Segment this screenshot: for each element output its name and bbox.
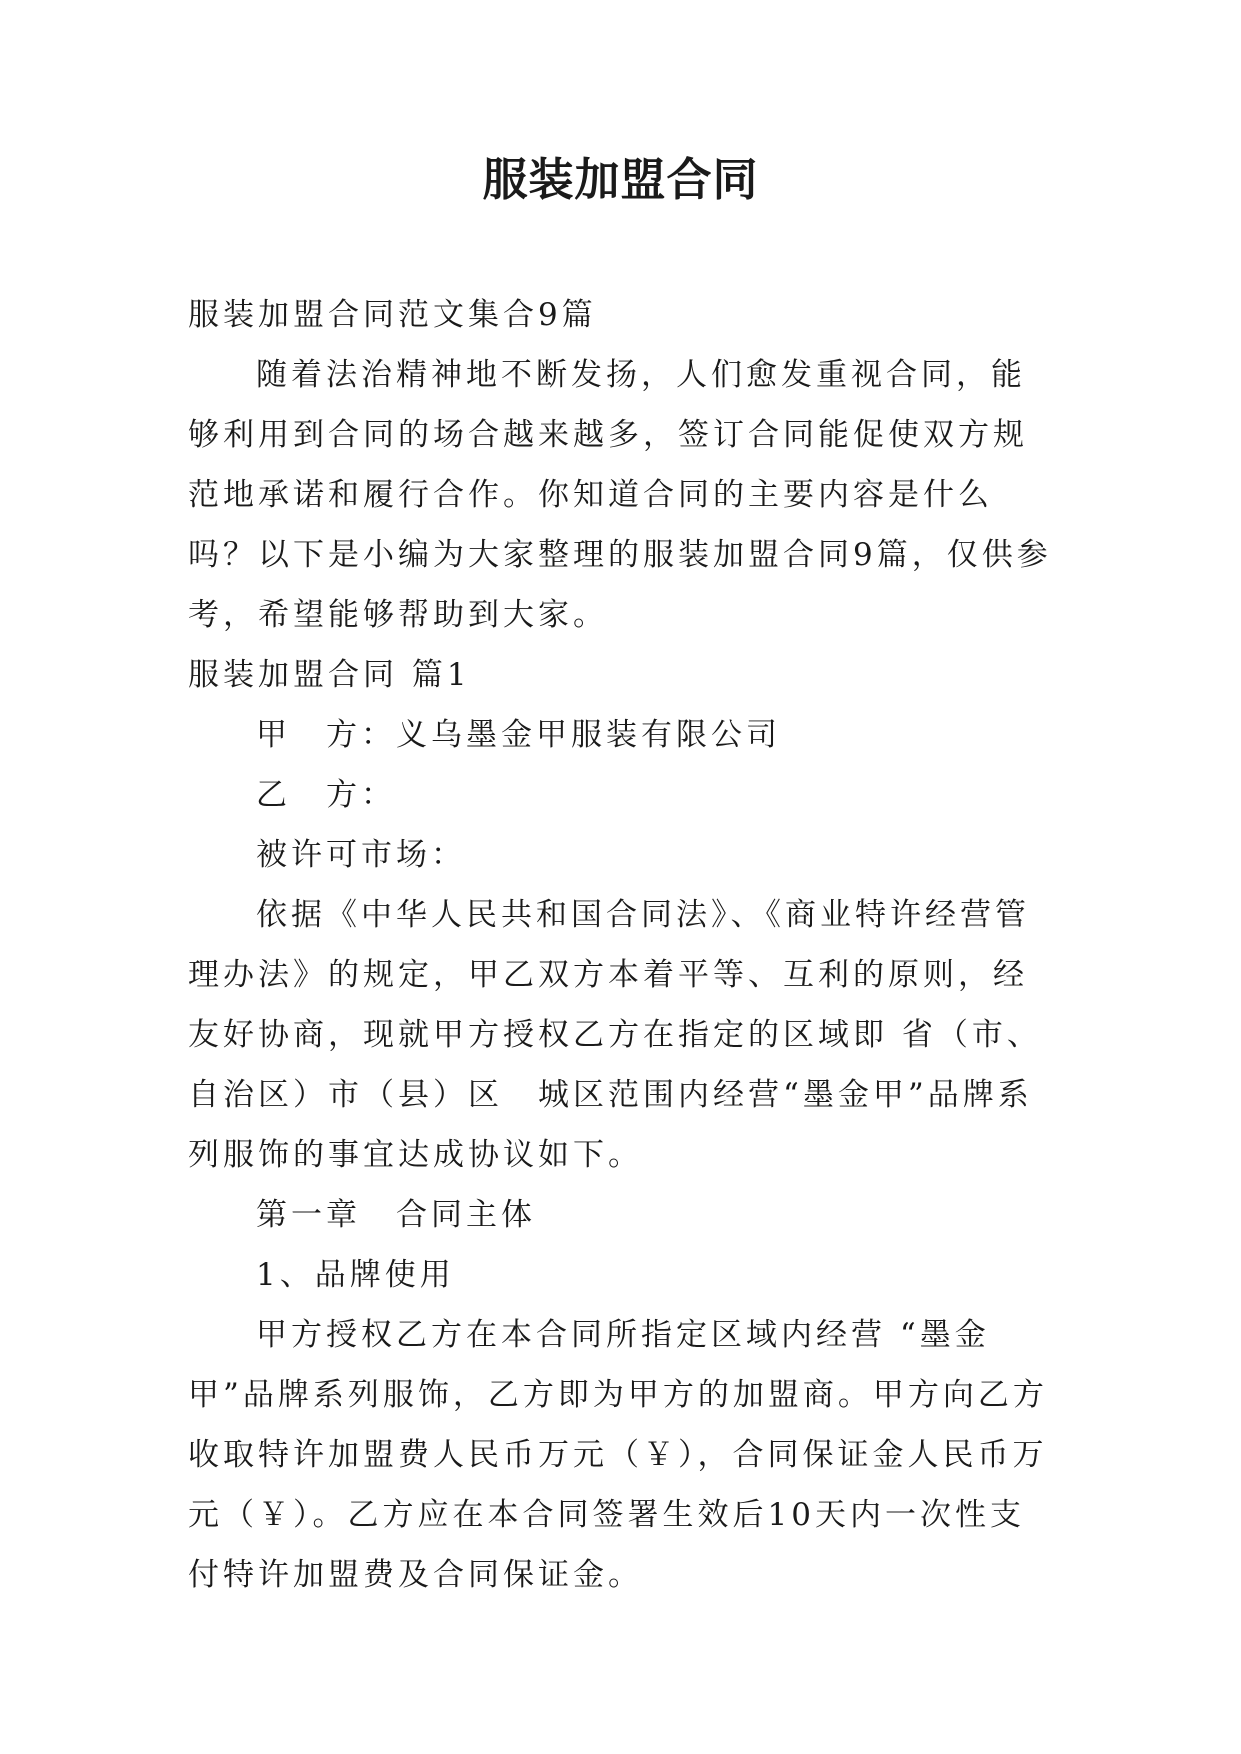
licensed-market-line: 被许可市场： bbox=[256, 837, 466, 873]
party-b-line: 乙 方： bbox=[256, 777, 396, 813]
collection-subtitle: 服装加盟合同范文集合9篇 bbox=[188, 297, 597, 333]
document-title: 服装加盟合同 bbox=[482, 153, 759, 206]
basis-paragraph: 依据《中华人民共和国合同法》、《商业特许经营管理办法》的规定，甲乙双方本着平等、互利的原则，经友好协商，现就甲方授权乙方在指定的区域即 省（市、自治区）市（县）区 城区范围内经营“墨金甲”品牌系列服饰的事宜达成协议如下。 bbox=[188, 897, 1042, 1173]
party-a-line: 甲 方：义乌墨金甲服装有限公司 bbox=[256, 717, 781, 753]
clause-paragraph: 甲方授权乙方在本合同所指定区域内经营 “墨金甲”品牌系列服饰，乙方即为甲方的加盟商。甲方向乙方收取特许加盟费人民币万元（￥），合同保证金人民币万元（￥）。乙方应在本合同签署生效后10天内一次性支付特许加盟费及合同保证金。 bbox=[188, 1317, 1048, 1593]
chapter-heading: 第一章 合同主体 bbox=[256, 1197, 536, 1233]
intro-paragraph: 随着法治精神地不断发扬，人们愈发重视合同，能够利用到合同的场合越来越多，签订合同能促使双方规范地承诺和履行合作。你知道合同的主要内容是什么吗？以下是小编为大家整理的服装加盟合同9篇，仅供参考，希望能够帮助到大家。 bbox=[188, 357, 1052, 633]
clause-heading: 1、品牌使用 bbox=[256, 1257, 455, 1293]
section-heading: 服装加盟合同 篇1 bbox=[188, 657, 471, 693]
document-body bbox=[188, 285, 1058, 1605]
